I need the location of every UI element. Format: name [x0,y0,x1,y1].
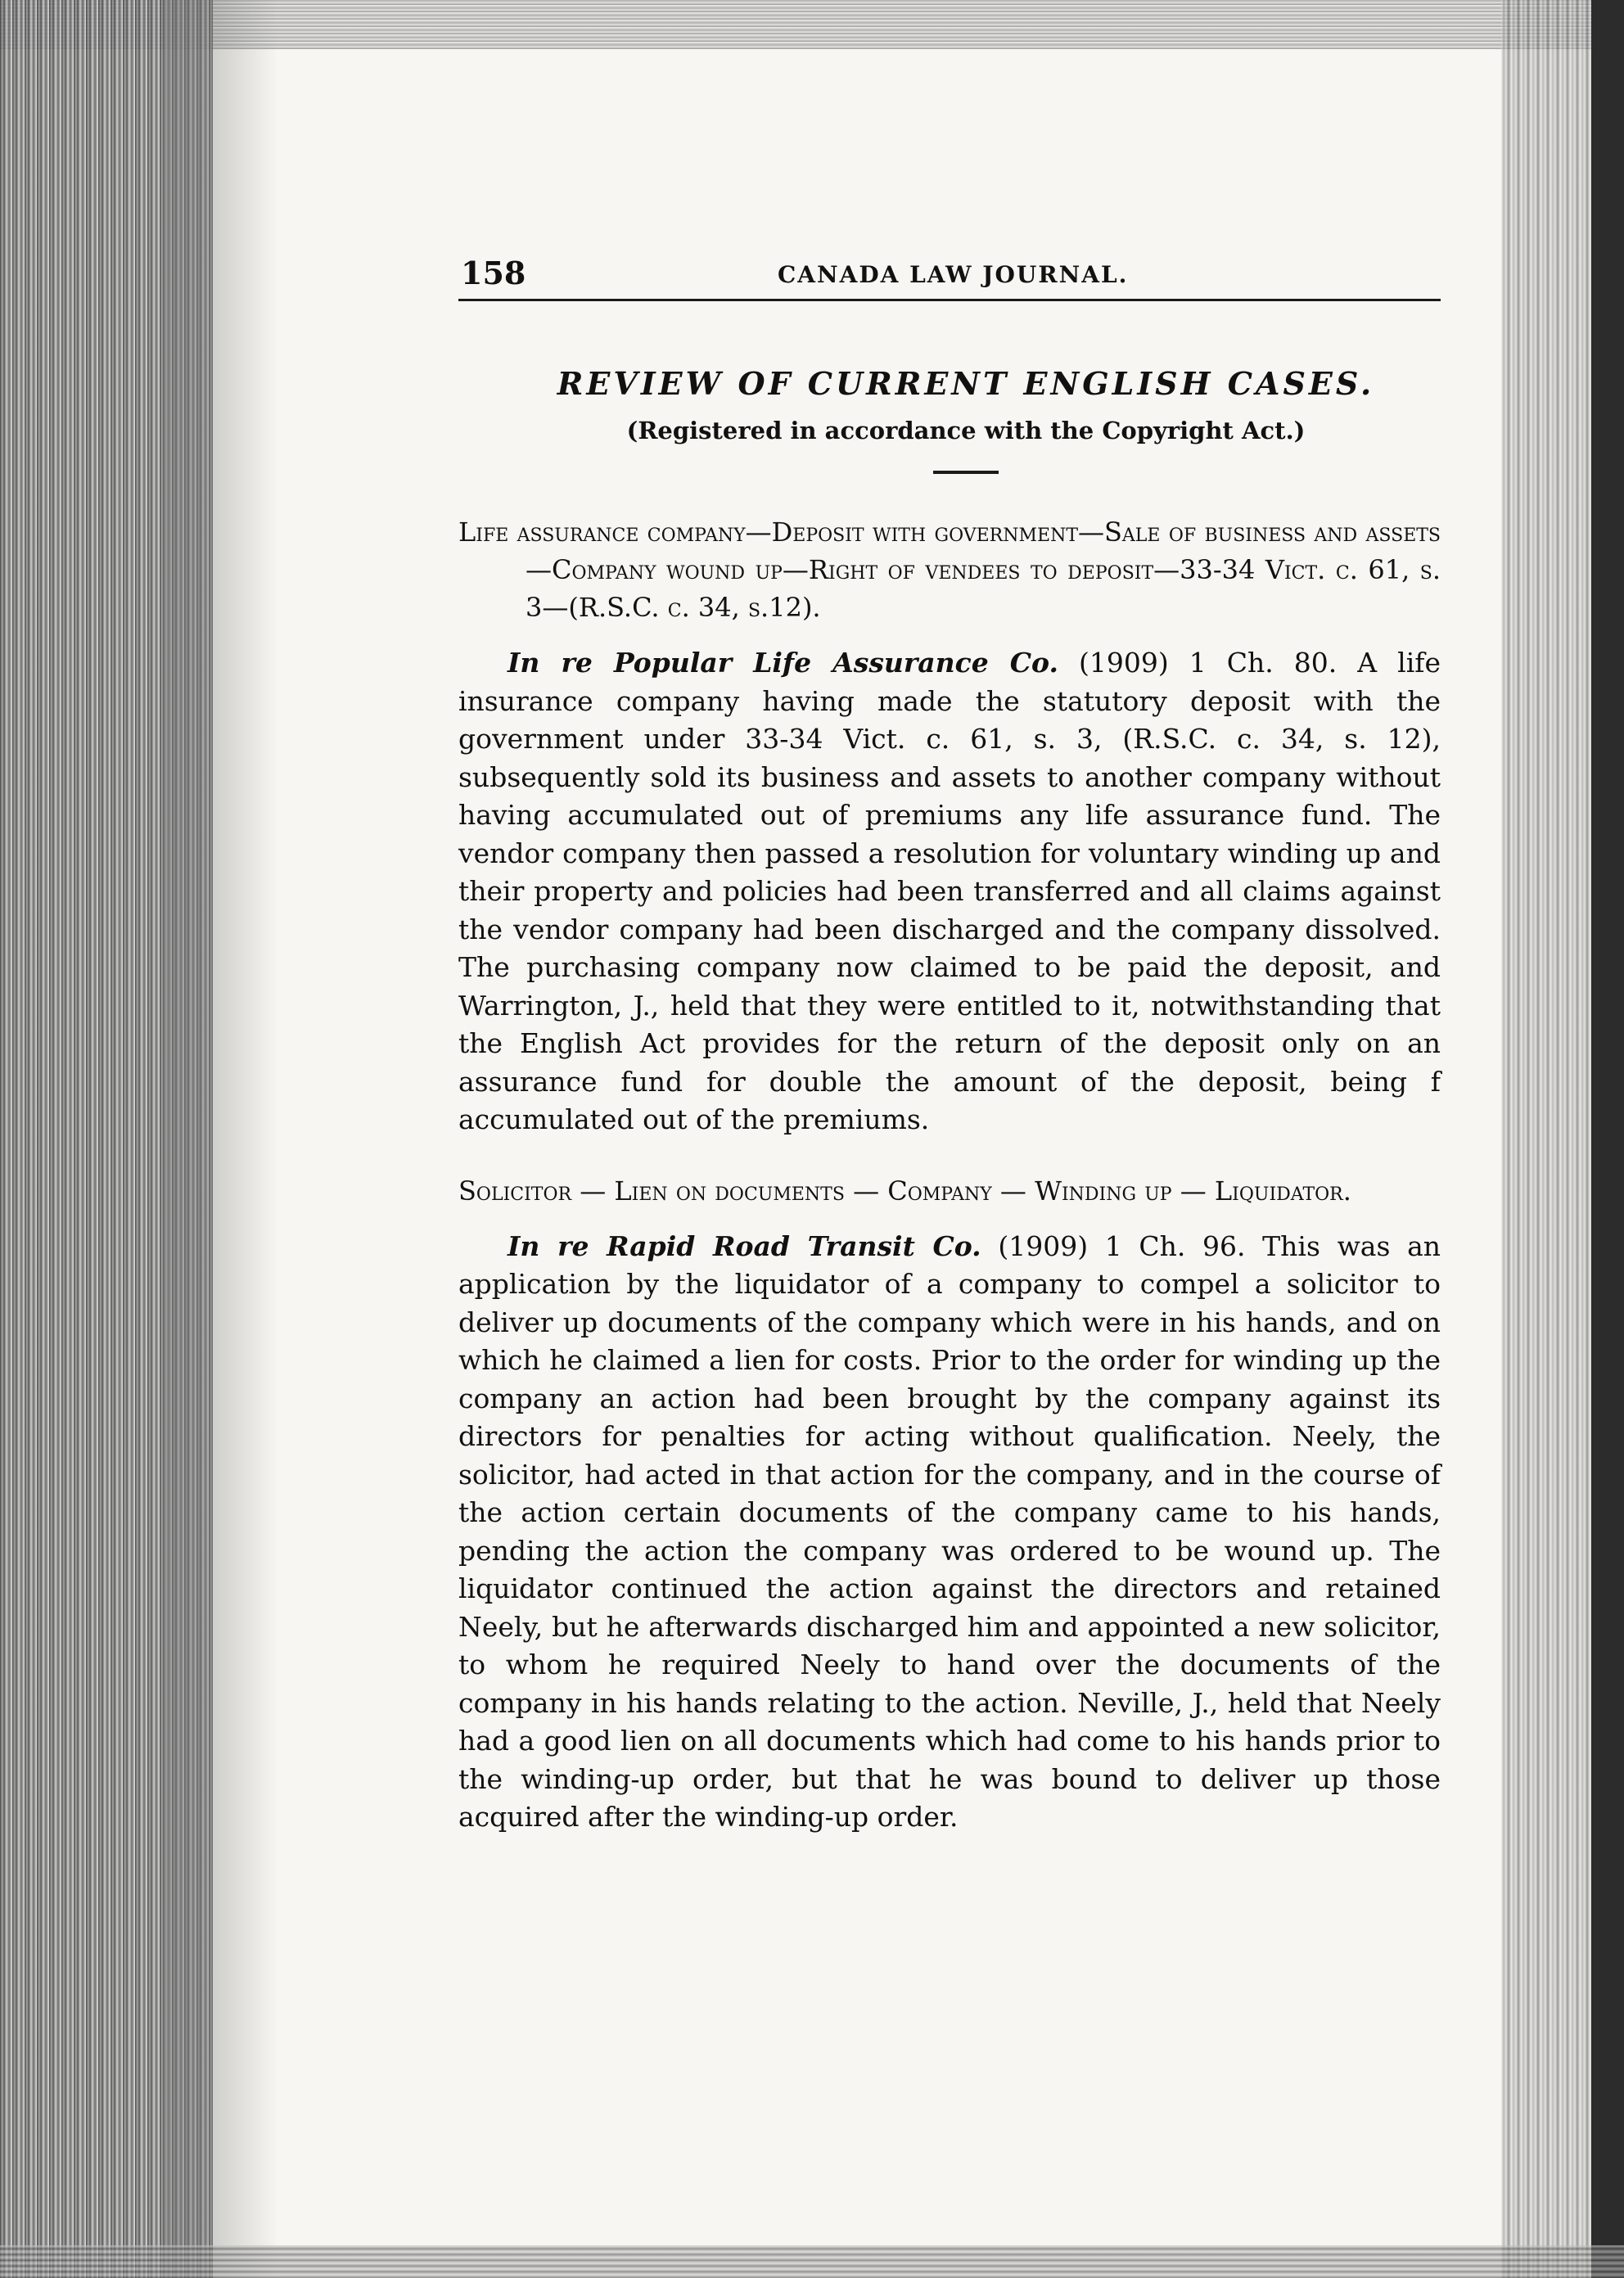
case-name: In re Popular Life Assurance Co. [508,647,1058,679]
journal-page [458,250,1441,1864]
journal-title: CANADA LAW JOURNAL. [778,261,1129,288]
running-head [458,250,1441,301]
copyright-note: (Registered in accordance with the Copyright Act.) [626,417,1306,444]
case-paragraph [458,644,1441,1139]
page-number: 158 [461,255,526,291]
case-body: (1909) 1 Ch. 80. A life insurance company having made the statutory deposit with the government under 33-34 Vict. c. 61, s. 3, (R.S.C. c. 34, s. 12), subsequently sold its business and assets to another company without having accumulated out of premiums any life assurance fund. The vendor company then passed a resolution for voluntary winding up and their property and policies had been transferred and all claims against the vendor company had been discharged and the company dissolved. The purchasing company now claimed to be paid the deposit, and Warrington, J., held that they were entitled to it, notwithstanding that the English Act provides for the return of the deposit only on an assurance fund for double the amount of the deposit, being f accumulated out of the premiums. [458,647,1441,1135]
scan-edge-bottom [0,2245,1624,2278]
case-headnote: Solicitor — Lien on documents — Company — Winding up — Liquidator. [458,1175,1351,1207]
case-name: In re Rapid Road Transit Co. [508,1229,981,1262]
section-title: REVIEW OF CURRENT ENGLISH CASES. [557,365,1375,402]
section-divider [933,471,999,474]
scan-edge-right-border [1591,0,1624,2278]
case-body: (1909) 1 Ch. 96. This was an application by the liquidator of a company to compel a solicitor to deliver up documents of the company which were in his hands, and on which he claimed a lien for costs. Prior to the order for winding up the company an action had been brought by the company against its directors for penalties for acting without qualification. Neely, the solicitor, had acted in that action for the company, and in the course of the action certain documents of the company came to his hands, pending the action the company was ordered to be wound up. The liquidator continued the action against the directors and retained Neely, but he afterwards discharged him and appointed a new solicitor, to whom he required Neely to hand over the documents of the company in his hands relating to the action. Neville, J., held that Neely had a good lien on all documents which had come to his hands prior to the winding-up order, but that he was bound to deliver up those acquired after the winding-up order. [458,1229,1441,1833]
case-headnote: Life assurance company—Deposit with government—Sale of business and assets—Company wound up—Right of vendees to deposit—33-34 Vict. c. 61, s. 3—(R.S.C. c. 34, s.12). [458,516,1441,623]
case-paragraph [458,1228,1441,1837]
scan-edge-left-shadow [164,0,278,2278]
